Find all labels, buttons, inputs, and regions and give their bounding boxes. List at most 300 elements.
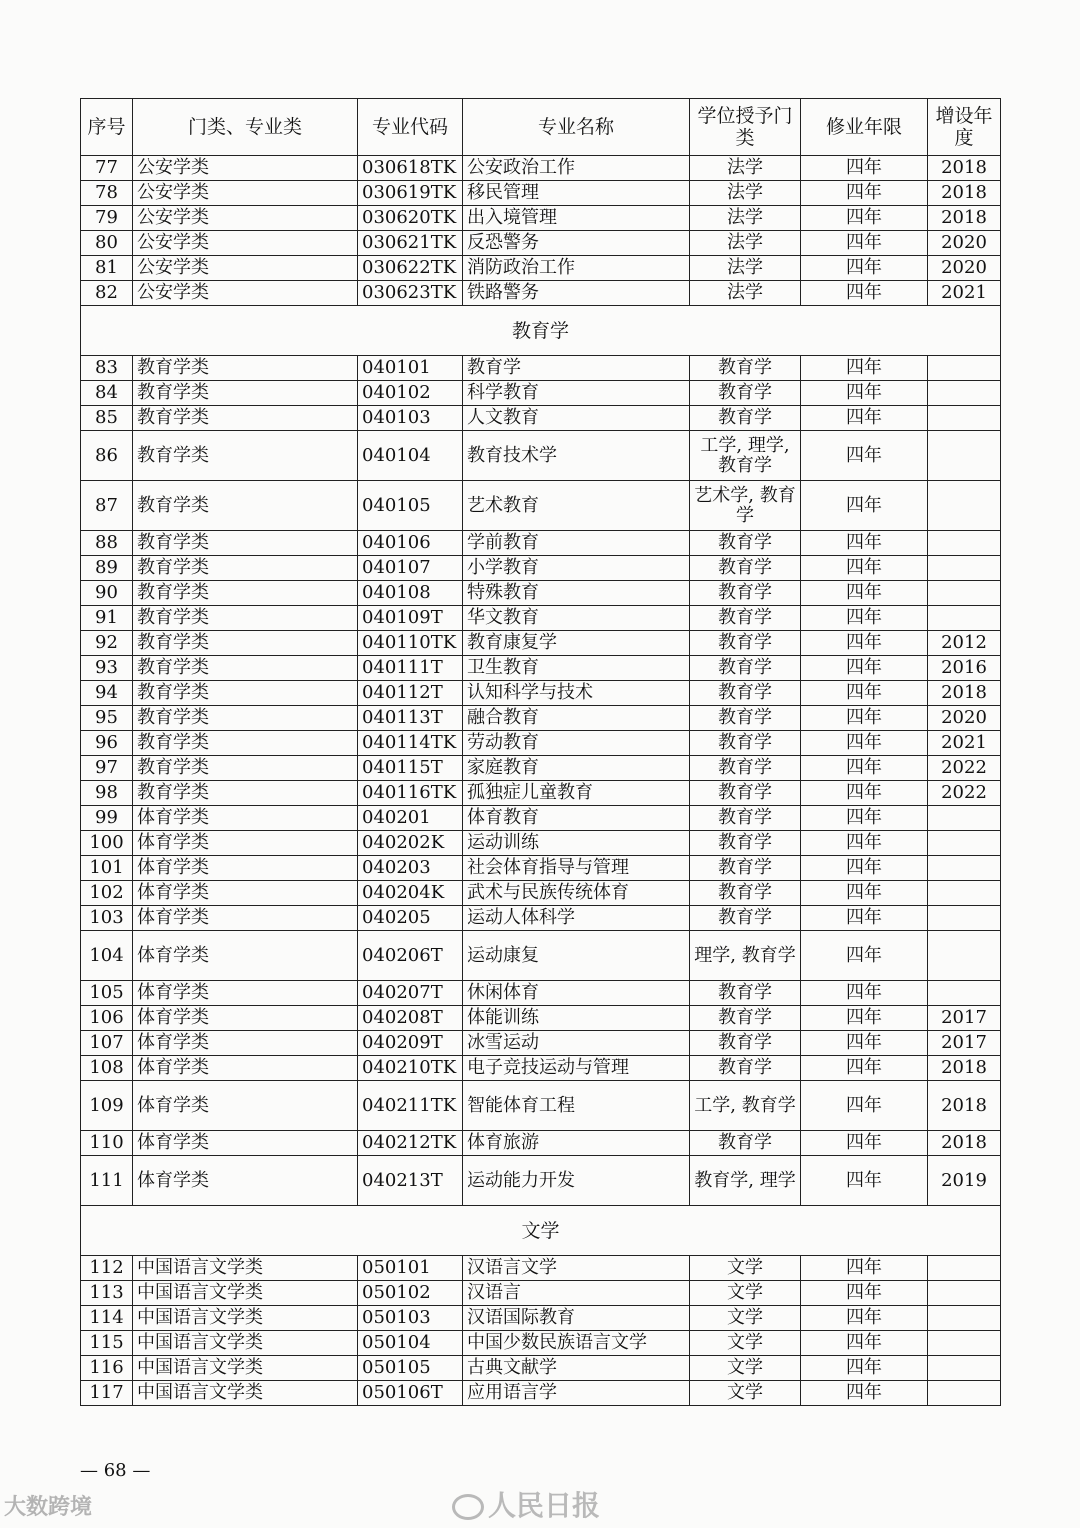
year-added (928, 831, 1001, 856)
degree-category: 理学, 教育学 (690, 931, 801, 981)
table-row (81, 706, 1001, 731)
table-row (81, 281, 1001, 306)
major-name: 教育技术学 (463, 431, 690, 481)
watermark-right (452, 1484, 600, 1524)
study-years: 四年 (801, 431, 928, 481)
year-added (928, 606, 1001, 631)
row-number: 109 (81, 1081, 133, 1131)
major-catalog-table (80, 98, 1001, 1406)
row-number: 106 (81, 1006, 133, 1031)
study-years: 四年 (801, 381, 928, 406)
row-number: 84 (81, 381, 133, 406)
major-name: 冰雪运动 (463, 1031, 690, 1056)
table-row (81, 731, 1001, 756)
degree-category: 艺术学, 教育学 (690, 481, 801, 531)
category-cell: 中国语言文学类 (133, 1306, 358, 1331)
degree-category: 教育学 (690, 656, 801, 681)
major-name: 智能体育工程 (463, 1081, 690, 1131)
degree-category: 法学 (690, 156, 801, 181)
major-code: 040207T (358, 981, 463, 1006)
row-number: 91 (81, 606, 133, 631)
table-row (81, 1156, 1001, 1206)
row-number: 95 (81, 706, 133, 731)
category-cell: 教育学类 (133, 656, 358, 681)
row-number: 79 (81, 206, 133, 231)
major-code: 040104 (358, 431, 463, 481)
year-added (928, 906, 1001, 931)
category-cell: 教育学类 (133, 606, 358, 631)
row-number: 117 (81, 1381, 133, 1406)
study-years: 四年 (801, 406, 928, 431)
degree-category: 教育学 (690, 881, 801, 906)
study-years: 四年 (801, 1256, 928, 1281)
year-added: 2017 (928, 1031, 1001, 1056)
category-cell: 教育学类 (133, 381, 358, 406)
table-row (81, 406, 1001, 431)
major-code: 040111T (358, 656, 463, 681)
table-row (81, 606, 1001, 631)
category-cell: 公安学类 (133, 231, 358, 256)
study-years: 四年 (801, 1281, 928, 1306)
degree-category: 教育学 (690, 706, 801, 731)
row-number: 102 (81, 881, 133, 906)
degree-category: 教育学 (690, 856, 801, 881)
major-code: 050105 (358, 1356, 463, 1381)
row-number: 105 (81, 981, 133, 1006)
year-added (928, 531, 1001, 556)
year-added (928, 1356, 1001, 1381)
category-cell: 教育学类 (133, 581, 358, 606)
category-cell: 公安学类 (133, 256, 358, 281)
study-years: 四年 (801, 931, 928, 981)
category-cell: 教育学类 (133, 431, 358, 481)
degree-category: 教育学 (690, 356, 801, 381)
degree-category: 教育学 (690, 806, 801, 831)
category-cell: 中国语言文学类 (133, 1256, 358, 1281)
degree-category: 教育学 (690, 756, 801, 781)
category-cell: 体育学类 (133, 831, 358, 856)
degree-category: 工学, 理学, 教育学 (690, 431, 801, 481)
major-code: 030621TK (358, 231, 463, 256)
category-cell: 教育学类 (133, 531, 358, 556)
study-years: 四年 (801, 231, 928, 256)
year-added: 2018 (928, 681, 1001, 706)
degree-category: 文学 (690, 1256, 801, 1281)
year-added: 2022 (928, 756, 1001, 781)
year-added (928, 981, 1001, 1006)
major-code: 040211TK (358, 1081, 463, 1131)
table-row (81, 206, 1001, 231)
category-cell: 教育学类 (133, 781, 358, 806)
major-name: 应用语言学 (463, 1381, 690, 1406)
row-number: 82 (81, 281, 133, 306)
table-row (81, 631, 1001, 656)
table-body (81, 156, 1001, 1406)
year-added (928, 431, 1001, 481)
major-code: 040210TK (358, 1056, 463, 1081)
degree-category: 教育学, 理学 (690, 1156, 801, 1206)
table-row (81, 1131, 1001, 1156)
row-number: 111 (81, 1156, 133, 1206)
table-row (81, 931, 1001, 981)
header-cell: 序号 (81, 99, 133, 156)
major-name: 运动训练 (463, 831, 690, 856)
table-row (81, 1331, 1001, 1356)
table-row (81, 1256, 1001, 1281)
year-added: 2019 (928, 1156, 1001, 1206)
major-code: 040109T (358, 606, 463, 631)
table-row (81, 831, 1001, 856)
row-number: 85 (81, 406, 133, 431)
degree-category: 教育学 (690, 1131, 801, 1156)
major-name: 出入境管理 (463, 206, 690, 231)
study-years: 四年 (801, 1081, 928, 1131)
category-cell: 公安学类 (133, 281, 358, 306)
category-cell: 体育学类 (133, 881, 358, 906)
row-number: 96 (81, 731, 133, 756)
degree-category: 教育学 (690, 981, 801, 1006)
study-years: 四年 (801, 156, 928, 181)
study-years: 四年 (801, 281, 928, 306)
major-name: 家庭教育 (463, 756, 690, 781)
major-name: 体育教育 (463, 806, 690, 831)
study-years: 四年 (801, 356, 928, 381)
study-years: 四年 (801, 481, 928, 531)
degree-category: 教育学 (690, 406, 801, 431)
year-added (928, 806, 1001, 831)
major-code: 040212TK (358, 1131, 463, 1156)
table-row (81, 1006, 1001, 1031)
major-name: 学前教育 (463, 531, 690, 556)
category-cell: 体育学类 (133, 1056, 358, 1081)
row-number: 88 (81, 531, 133, 556)
year-added: 2021 (928, 281, 1001, 306)
major-name: 孤独症儿童教育 (463, 781, 690, 806)
category-cell: 教育学类 (133, 681, 358, 706)
major-code: 040201 (358, 806, 463, 831)
degree-category: 文学 (690, 1281, 801, 1306)
row-number: 90 (81, 581, 133, 606)
major-code: 040110TK (358, 631, 463, 656)
year-added (928, 581, 1001, 606)
year-added (928, 406, 1001, 431)
year-added: 2020 (928, 706, 1001, 731)
year-added (928, 356, 1001, 381)
row-number: 98 (81, 781, 133, 806)
study-years: 四年 (801, 731, 928, 756)
major-code: 030618TK (358, 156, 463, 181)
major-code: 040208T (358, 1006, 463, 1031)
major-name: 公安政治工作 (463, 156, 690, 181)
year-added: 2018 (928, 206, 1001, 231)
major-code: 040103 (358, 406, 463, 431)
study-years: 四年 (801, 1156, 928, 1206)
row-number: 93 (81, 656, 133, 681)
major-name: 小学教育 (463, 556, 690, 581)
major-code: 040116TK (358, 781, 463, 806)
major-name: 运动能力开发 (463, 1156, 690, 1206)
header-cell: 门类、专业类 (133, 99, 358, 156)
page-number: — 68 — (80, 1460, 151, 1481)
major-name: 移民管理 (463, 181, 690, 206)
major-name: 体能训练 (463, 1006, 690, 1031)
study-years: 四年 (801, 1056, 928, 1081)
year-added: 2022 (928, 781, 1001, 806)
degree-category: 教育学 (690, 831, 801, 856)
section-title: 文学 (81, 1206, 1001, 1256)
study-years: 四年 (801, 781, 928, 806)
row-number: 104 (81, 931, 133, 981)
year-added: 2012 (928, 631, 1001, 656)
year-added: 2020 (928, 256, 1001, 281)
row-number: 83 (81, 356, 133, 381)
year-added (928, 1306, 1001, 1331)
year-added: 2021 (928, 731, 1001, 756)
study-years: 四年 (801, 531, 928, 556)
major-code: 050104 (358, 1331, 463, 1356)
header-cell: 专业代码 (358, 99, 463, 156)
study-years: 四年 (801, 1131, 928, 1156)
study-years: 四年 (801, 831, 928, 856)
major-name: 运动康复 (463, 931, 690, 981)
category-cell: 体育学类 (133, 1156, 358, 1206)
major-code: 050102 (358, 1281, 463, 1306)
weibo-icon (452, 1494, 484, 1520)
category-cell: 体育学类 (133, 931, 358, 981)
study-years: 四年 (801, 656, 928, 681)
major-name: 汉语言 (463, 1281, 690, 1306)
major-name: 教育康复学 (463, 631, 690, 656)
table-row (81, 356, 1001, 381)
major-code: 030620TK (358, 206, 463, 231)
major-name: 反恐警务 (463, 231, 690, 256)
header-cell: 学位授予门类 (690, 99, 801, 156)
year-added: 2018 (928, 1081, 1001, 1131)
table-row (81, 906, 1001, 931)
header-cell: 专业名称 (463, 99, 690, 156)
study-years: 四年 (801, 606, 928, 631)
category-cell: 教育学类 (133, 556, 358, 581)
category-cell: 体育学类 (133, 1131, 358, 1156)
study-years: 四年 (801, 706, 928, 731)
category-cell: 体育学类 (133, 806, 358, 831)
category-cell: 教育学类 (133, 356, 358, 381)
major-name: 华文教育 (463, 606, 690, 631)
study-years: 四年 (801, 181, 928, 206)
row-number: 89 (81, 556, 133, 581)
study-years: 四年 (801, 1006, 928, 1031)
major-code: 040102 (358, 381, 463, 406)
degree-category: 文学 (690, 1306, 801, 1331)
study-years: 四年 (801, 1331, 928, 1356)
table-row (81, 881, 1001, 906)
major-code: 040113T (358, 706, 463, 731)
table-row (81, 856, 1001, 881)
year-added (928, 881, 1001, 906)
major-code: 040112T (358, 681, 463, 706)
degree-category: 教育学 (690, 1031, 801, 1056)
section-header-row (81, 306, 1001, 356)
major-name: 武术与民族传统体育 (463, 881, 690, 906)
major-code: 040205 (358, 906, 463, 931)
year-added: 2018 (928, 1056, 1001, 1081)
year-added (928, 556, 1001, 581)
degree-category: 文学 (690, 1331, 801, 1356)
degree-category: 教育学 (690, 731, 801, 756)
degree-category: 法学 (690, 206, 801, 231)
category-cell: 公安学类 (133, 181, 358, 206)
degree-category: 教育学 (690, 906, 801, 931)
table-row (81, 481, 1001, 531)
category-cell: 中国语言文学类 (133, 1381, 358, 1406)
row-number: 107 (81, 1031, 133, 1056)
year-added: 2018 (928, 156, 1001, 181)
year-added (928, 481, 1001, 531)
major-code: 030619TK (358, 181, 463, 206)
major-name: 特殊教育 (463, 581, 690, 606)
year-added: 2018 (928, 1131, 1001, 1156)
row-number: 116 (81, 1356, 133, 1381)
major-name: 电子竞技运动与管理 (463, 1056, 690, 1081)
category-cell: 教育学类 (133, 631, 358, 656)
major-name: 古典文献学 (463, 1356, 690, 1381)
row-number: 112 (81, 1256, 133, 1281)
major-name: 社会体育指导与管理 (463, 856, 690, 881)
major-name: 劳动教育 (463, 731, 690, 756)
row-number: 87 (81, 481, 133, 531)
category-cell: 中国语言文学类 (133, 1356, 358, 1381)
study-years: 四年 (801, 981, 928, 1006)
degree-category: 工学, 教育学 (690, 1081, 801, 1131)
table-row (81, 981, 1001, 1006)
study-years: 四年 (801, 256, 928, 281)
row-number: 110 (81, 1131, 133, 1156)
table-row (81, 681, 1001, 706)
table-row (81, 1306, 1001, 1331)
category-cell: 体育学类 (133, 981, 358, 1006)
table-row (81, 1031, 1001, 1056)
degree-category: 教育学 (690, 1056, 801, 1081)
table-row (81, 231, 1001, 256)
major-name: 休闲体育 (463, 981, 690, 1006)
category-cell: 体育学类 (133, 906, 358, 931)
table-row (81, 256, 1001, 281)
study-years: 四年 (801, 556, 928, 581)
major-code: 050101 (358, 1256, 463, 1281)
major-code: 040108 (358, 581, 463, 606)
year-added (928, 1331, 1001, 1356)
table-row (81, 581, 1001, 606)
major-name: 艺术教育 (463, 481, 690, 531)
table-row (81, 156, 1001, 181)
degree-category: 教育学 (690, 581, 801, 606)
year-added: 2016 (928, 656, 1001, 681)
year-added (928, 856, 1001, 881)
category-cell: 体育学类 (133, 1081, 358, 1131)
study-years: 四年 (801, 1031, 928, 1056)
category-cell: 体育学类 (133, 856, 358, 881)
table-row (81, 1056, 1001, 1081)
major-name: 认知科学与技术 (463, 681, 690, 706)
major-code: 040203 (358, 856, 463, 881)
category-cell: 体育学类 (133, 1006, 358, 1031)
table-row (81, 1381, 1001, 1406)
year-added (928, 931, 1001, 981)
degree-category: 教育学 (690, 531, 801, 556)
table-row (81, 781, 1001, 806)
major-code: 040115T (358, 756, 463, 781)
major-name: 汉语言文学 (463, 1256, 690, 1281)
category-cell: 教育学类 (133, 481, 358, 531)
row-number: 99 (81, 806, 133, 831)
degree-category: 教育学 (690, 681, 801, 706)
header-row (81, 99, 1001, 156)
major-name: 体育旅游 (463, 1131, 690, 1156)
study-years: 四年 (801, 806, 928, 831)
table-row (81, 1081, 1001, 1131)
header-cell: 增设年度 (928, 99, 1001, 156)
row-number: 115 (81, 1331, 133, 1356)
row-number: 108 (81, 1056, 133, 1081)
degree-category: 文学 (690, 1381, 801, 1406)
table-row (81, 431, 1001, 481)
row-number: 103 (81, 906, 133, 931)
degree-category: 文学 (690, 1356, 801, 1381)
major-code: 040209T (358, 1031, 463, 1056)
year-added (928, 1281, 1001, 1306)
row-number: 97 (81, 756, 133, 781)
study-years: 四年 (801, 1381, 928, 1406)
category-cell: 体育学类 (133, 1031, 358, 1056)
study-years: 四年 (801, 206, 928, 231)
major-name: 铁路警务 (463, 281, 690, 306)
table-row (81, 181, 1001, 206)
study-years: 四年 (801, 681, 928, 706)
major-code: 040202K (358, 831, 463, 856)
major-code: 030623TK (358, 281, 463, 306)
header-cell: 修业年限 (801, 99, 928, 156)
major-code: 040204K (358, 881, 463, 906)
table-row (81, 531, 1001, 556)
major-code: 040101 (358, 356, 463, 381)
major-code: 040105 (358, 481, 463, 531)
row-number: 81 (81, 256, 133, 281)
study-years: 四年 (801, 856, 928, 881)
table-row (81, 806, 1001, 831)
study-years: 四年 (801, 631, 928, 656)
category-cell: 教育学类 (133, 756, 358, 781)
row-number: 114 (81, 1306, 133, 1331)
row-number: 113 (81, 1281, 133, 1306)
category-cell: 公安学类 (133, 156, 358, 181)
category-cell: 中国语言文学类 (133, 1331, 358, 1356)
category-cell: 教育学类 (133, 406, 358, 431)
degree-category: 教育学 (690, 381, 801, 406)
study-years: 四年 (801, 1306, 928, 1331)
study-years: 四年 (801, 581, 928, 606)
major-code: 040213T (358, 1156, 463, 1206)
study-years: 四年 (801, 1356, 928, 1381)
major-name: 中国少数民族语言文学 (463, 1331, 690, 1356)
major-code: 040114TK (358, 731, 463, 756)
year-added: 2020 (928, 231, 1001, 256)
degree-category: 法学 (690, 281, 801, 306)
major-name: 汉语国际教育 (463, 1306, 690, 1331)
section-title: 教育学 (81, 306, 1001, 356)
table-row (81, 1281, 1001, 1306)
degree-category: 教育学 (690, 631, 801, 656)
year-added: 2017 (928, 1006, 1001, 1031)
